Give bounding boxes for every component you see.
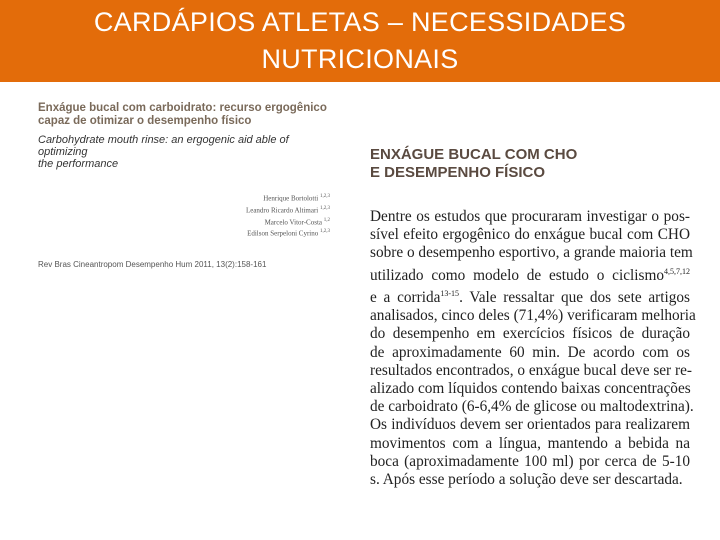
body-line: de aproximadamente 60 min. De acordo com os: [370, 343, 690, 361]
article-excerpt: [370, 146, 696, 489]
body-line: de carboidrato (6-6,4% de glicose ou maltodextrina).: [370, 398, 694, 416]
article-body: [370, 208, 696, 489]
body-line: do desempenho em exercícios físicos de duração: [370, 325, 690, 343]
paper-title-line-1: Enxágue bucal com carboidrato: recurso ergogênico: [38, 102, 327, 114]
body-line: Dentre os estudos que procuraram investigar o pos-: [370, 208, 690, 225]
article-heading: [370, 146, 690, 182]
paper-subtitle-line-2: the performance: [38, 158, 119, 170]
paper-title: [38, 102, 338, 128]
body-line: alizado com líquidos contendo baixas concentrações: [370, 380, 691, 398]
article-heading-line-1: ENXÁGUE BUCAL COM CHO: [370, 146, 578, 163]
body-line: utilizado como modelo de estudo o ciclismo$^{4,5,7,12}$: [370, 266, 690, 284]
body-line: Os indivíduos devem ser orientados para realizarem: [370, 416, 690, 434]
article-heading-line-2: E DESEMPENHO FÍSICO: [370, 164, 546, 181]
author: Henrique Bortolotti $^{1,2,3}$: [263, 194, 330, 203]
body-line: analisados, cinco deles (71,4%) verificaram melhoria: [370, 307, 696, 325]
author-list: [200, 192, 330, 239]
slide-title-bar: [0, 0, 720, 82]
body-line: e a corrida$^{13-15}$. Vale ressaltar que dos sete artigos: [370, 288, 690, 306]
paper-header: [38, 102, 338, 170]
slide-title-line-2: NUTRICIONAIS: [261, 44, 459, 74]
citation-superscript: 4,5,7,12: [664, 266, 690, 276]
author: Edilson Serpeloni Cyrino $^{1,2,3}$: [247, 229, 330, 238]
body-line: resultados encontrados, o enxágue bucal deve ser re-: [370, 361, 692, 379]
body-line: sível efeito ergogênico do enxágue bucal com CHO: [370, 226, 690, 244]
paper-subtitle: [38, 134, 338, 170]
journal-citation: Rev Bras Cineantropom Desempenho Hum 2011, 13(2):158-161: [38, 260, 267, 269]
body-line: movimentos com a língua, mantendo a bebida na: [370, 434, 690, 452]
author: Marcelo Vitor-Costa $^{1,2}$: [264, 217, 330, 226]
body-line: boca (aproximadamente 100 ml) por cerca de 5-10: [370, 452, 690, 470]
slide-title: [94, 4, 626, 78]
body-line: s. Após esse período a solução deve ser descartada.: [370, 471, 683, 489]
paper-title-line-2: capaz de otimizar o desempenho físico: [38, 115, 252, 127]
body-line: sobre o desempenho esportivo, a grande maioria tem: [370, 244, 693, 262]
citation-superscript: 13-15: [440, 288, 460, 298]
paper-subtitle-line-1: Carbohydrate mouth rinse: an ergogenic aid able of optimizing: [38, 134, 289, 158]
slide-title-line-1: CARDÁPIOS ATLETAS – NECESSIDADES: [93, 7, 627, 37]
author: Leandro Ricardo Altimari $^{1,2,3}$: [245, 205, 330, 215]
